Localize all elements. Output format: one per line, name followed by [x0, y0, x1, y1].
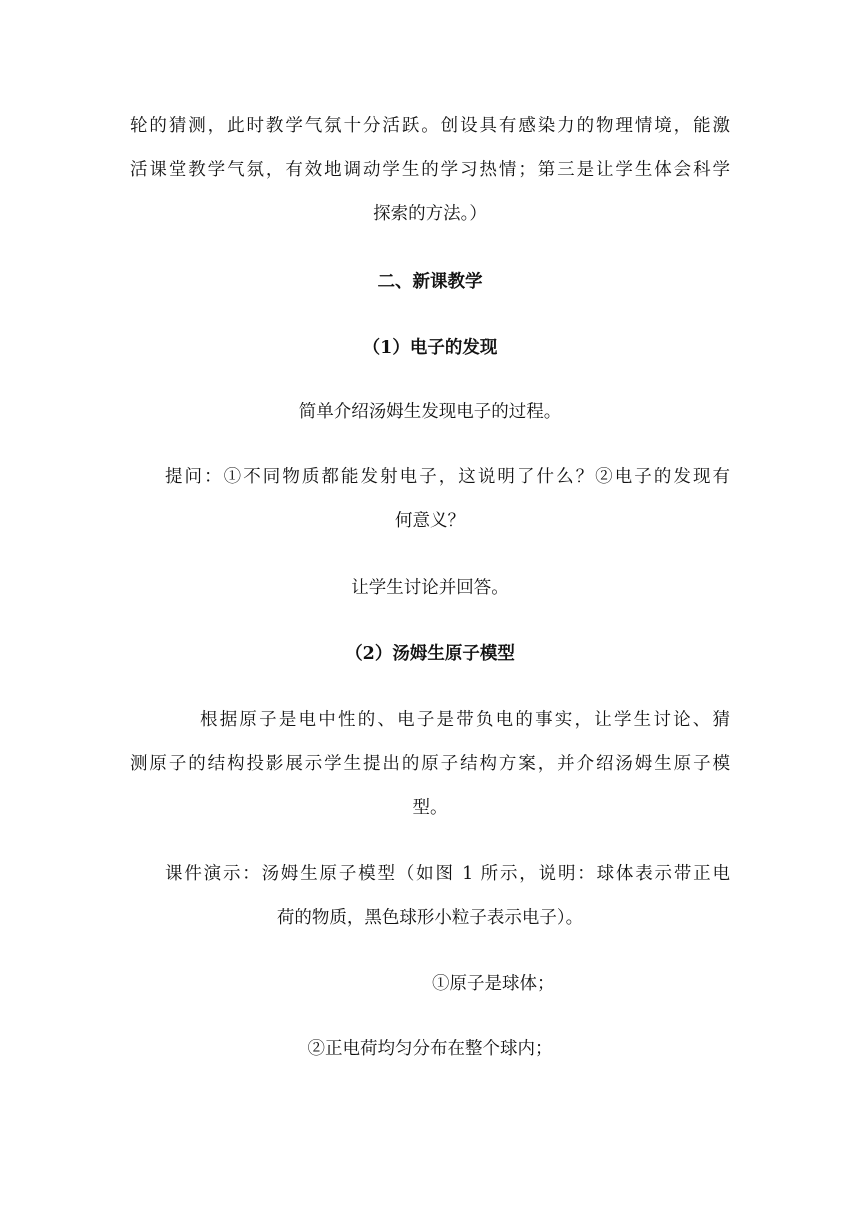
sub2-line-1: 根据原子是电中性的、电子是带负电的事实，让学生讨论、猜 [200, 710, 730, 730]
intro-line-3: 探索的方法。） [373, 204, 487, 224]
subsection-2-heading: （2）汤姆生原子模型 [345, 644, 515, 664]
subsection-1-discuss: 让学生讨论并回答。 [351, 578, 509, 598]
subsection-2-paragraph [130, 698, 730, 830]
demo-line-1: 课件演示：汤姆生原子模型（如图 1 所示，说明：球体表示带正电 [165, 864, 730, 884]
sub2-line-2: 测原子的结构投影展示学生提出的原子结构方案，并介绍汤姆生原子模 [130, 754, 730, 774]
subsection-1-heading: （1）电子的发现 [362, 338, 498, 358]
subsection-2-demo [130, 852, 730, 940]
point-1: ①原子是球体； [432, 974, 555, 994]
subsection-1-question [130, 455, 730, 543]
intro-line-1: 轮的猜测，此时教学气氛十分活跃。创设具有感染力的物理情境，能激 [130, 116, 730, 136]
question-line-2: 何意义？ [395, 511, 465, 531]
subsection-1-intro: 简单介绍汤姆生发现电子的过程。 [298, 402, 562, 422]
intro-paragraph [130, 104, 730, 236]
point-2: ②正电荷均匀分布在整个球内； [307, 1039, 553, 1059]
intro-line-2: 活课堂教学气氛，有效地调动学生的学习热情；第三是让学生体会科学 [130, 160, 730, 180]
sub2-line-3: 型。 [412, 798, 448, 818]
question-line-1: 提问：①不同物质都能发射电子，这说明了什么？②电子的发现有 [165, 467, 730, 487]
demo-line-2: 荷的物质，黑色球形小粒子表示电子）。 [276, 908, 584, 928]
section-heading: 二、新课教学 [377, 272, 483, 292]
